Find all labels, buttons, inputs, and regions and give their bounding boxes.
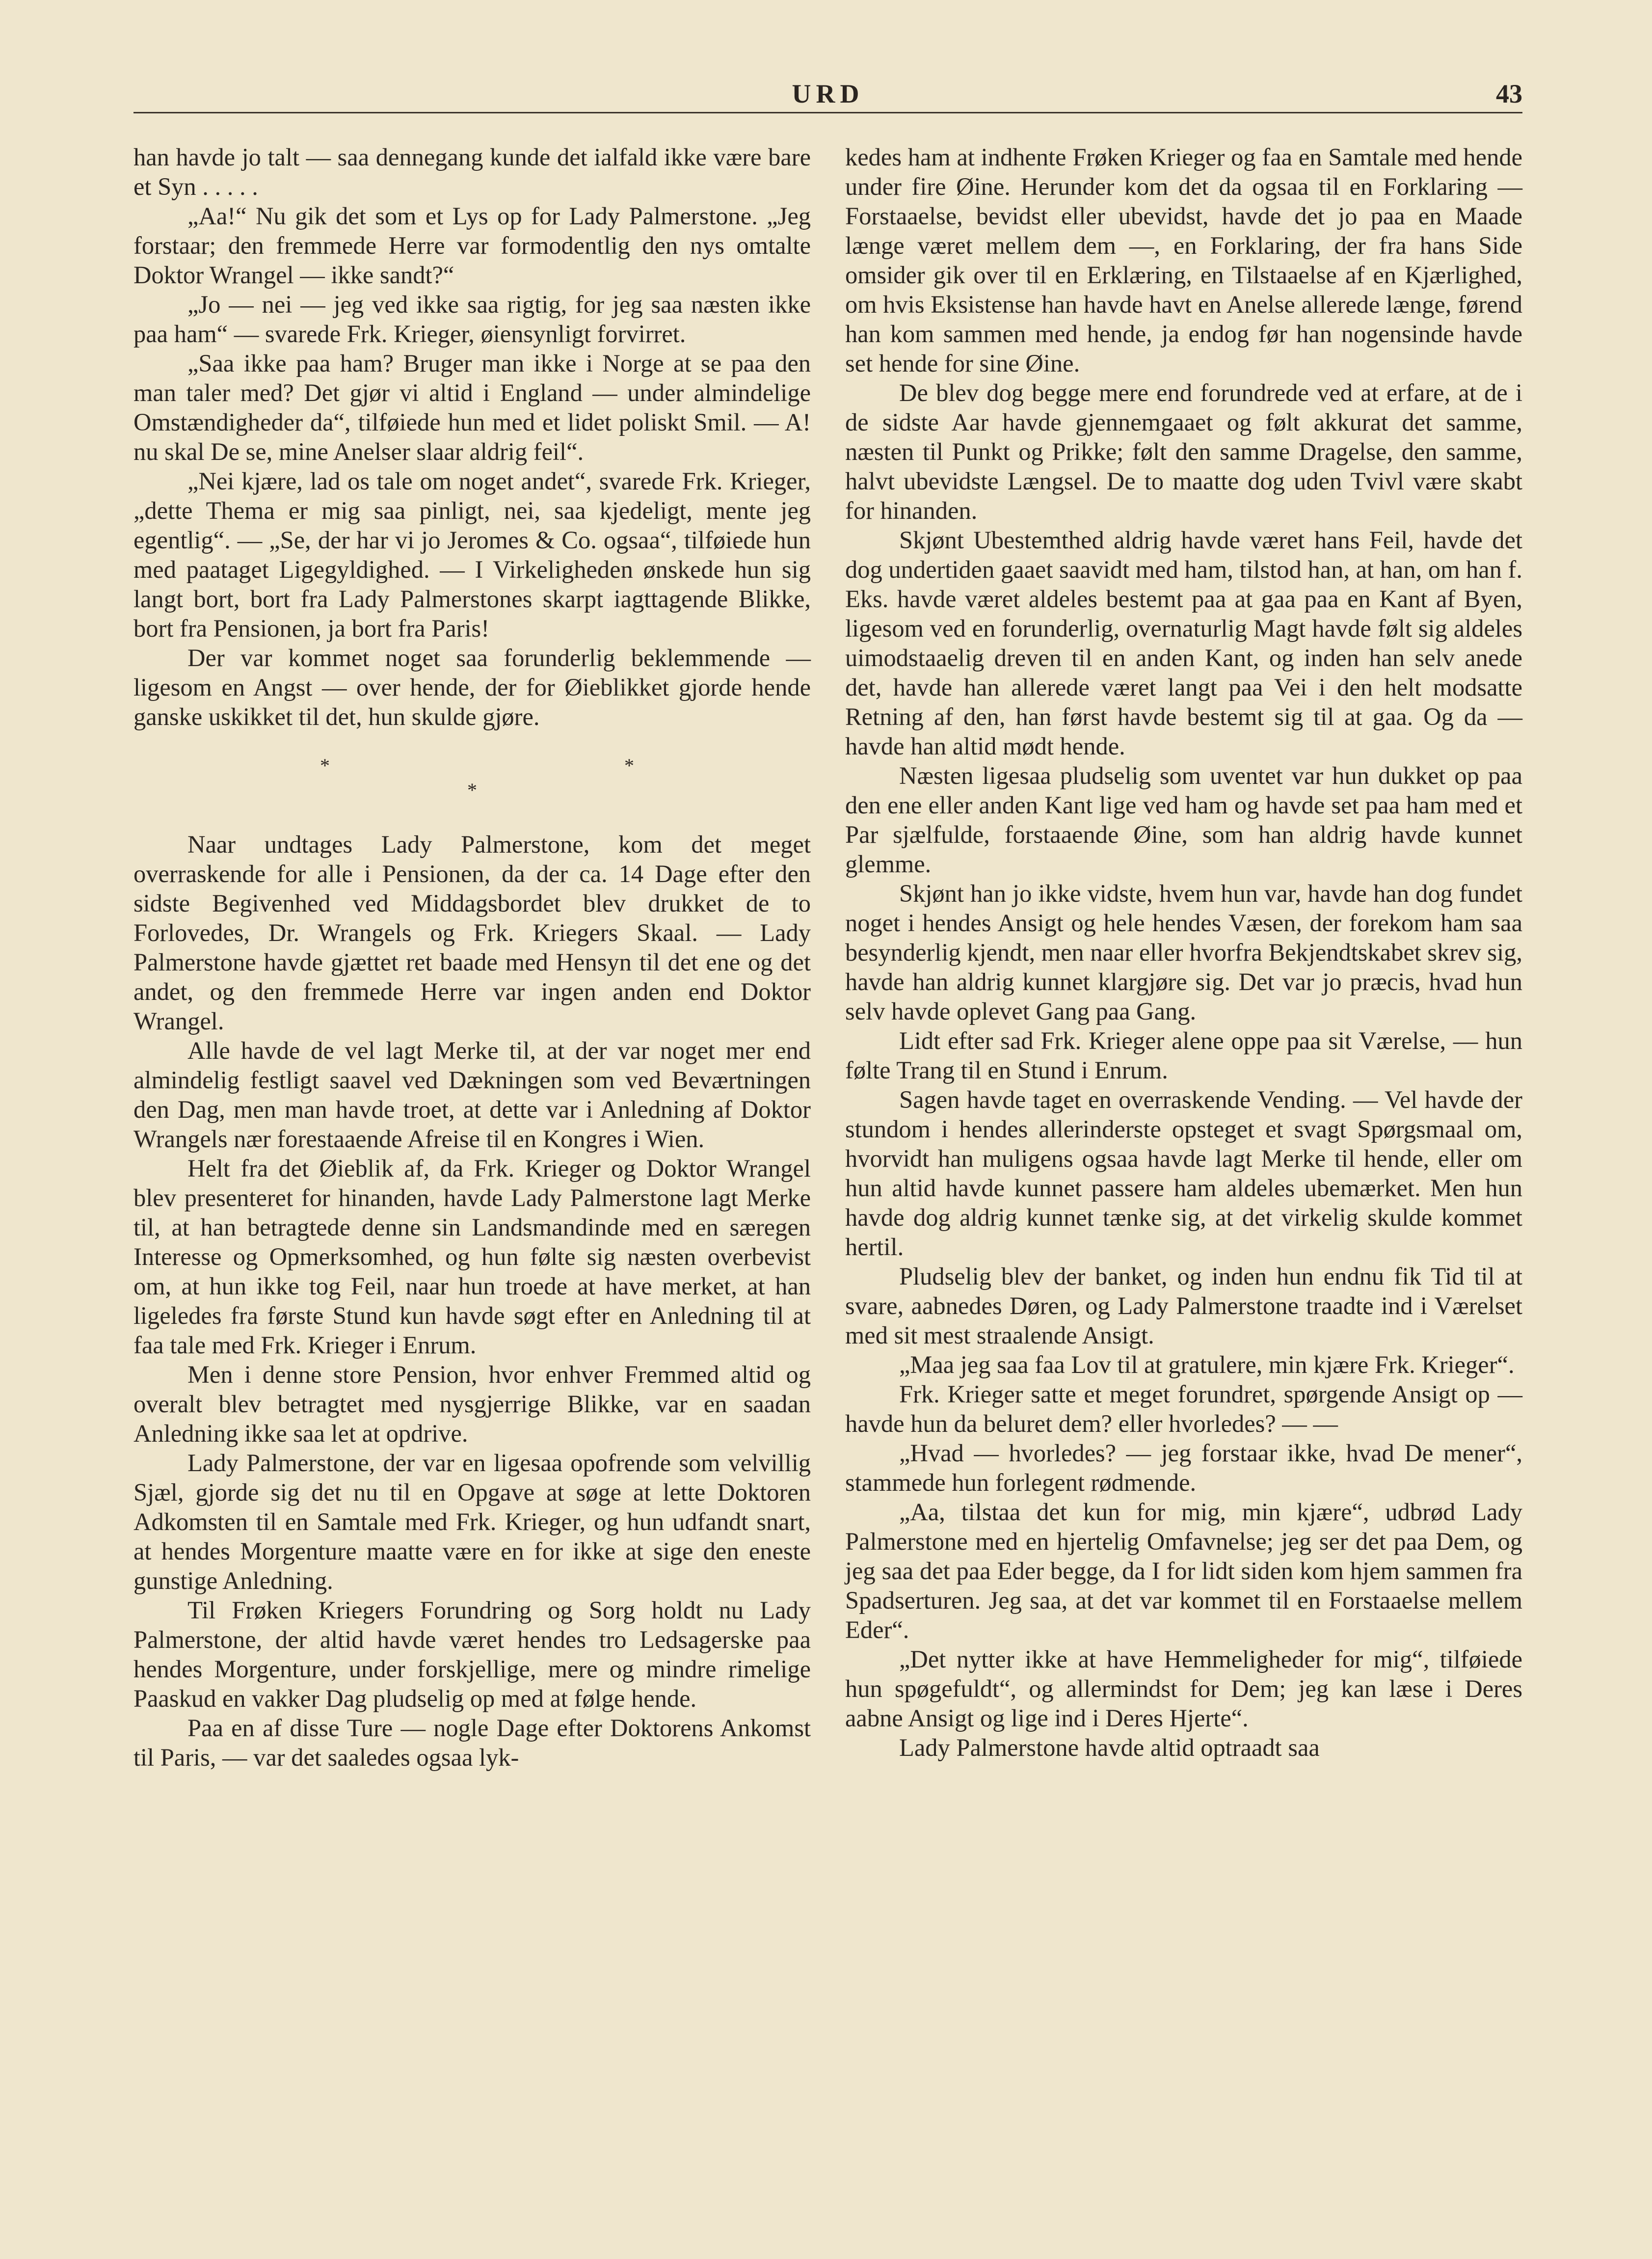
paragraph: „Saa ikke paa ham? Bruger man ikke i Norge at se paa den man taler med? Det gjør vi altid i England — under almindelige Omstændigheder da“, tilføiede hun med et lidet poliskt Smil. — A! nu skal De se, mine Anelser slaar aldrig feil“. [133, 350, 811, 465]
paragraph: Skjønt Ubestemthed aldrig havde været hans Feil, havde det dog undertiden gaaet saavidt med ham, tilstod han, at han, om han f. Eks. havde været aldeles bestemt paa at gaa paa en Kant af Byen, ligesom ved en forunderlig, overnaturlig Magt havde følt sig aldeles uimodstaaelig dreven til en anden Kant, og inden han selv anede det, havde han allerede været langt paa Vei i den helt modsatte Retning af den, han først havde bestemt sig til at gaa. Og da — havde han altid mødt hende. [845, 526, 1522, 760]
paragraph: Sagen havde taget en overraskende Vending. — Vel havde der stundom i hendes allerinderste opsteget et svagt Spørgsmaal om, hvorvidt han muligens ogsaa havde lagt Merke til hende, eller om hun altid havde kunnet passere ham aldeles ubemærket. Men hun havde dog aldrig kunnet tænke sig, at det virkelig skulde kommet hertil. [845, 1086, 1522, 1261]
journal-title: URD [792, 79, 864, 108]
paragraph: Der var kommet noget saa forunderlig beklemmende — ligesom en Angst — over hende, der for Øieblikket gjorde hende ganske uskikket til det, hun skulde gjøre. [133, 644, 811, 730]
paragraph: Frk. Krieger satte et meget forundret, spørgende Ansigt op — havde hun da beluret dem? eller hvorledes? — — [845, 1380, 1522, 1437]
paragraph: Til Frøken Kriegers Forundring og Sorg holdt nu Lady Palmerstone, der altid havde været hendes tro Ledsagerske paa hendes Morgenture, under forskjellige, mere og mindre rimelige Paaskud en vakker Dag pludselig op med at følge hende. [133, 1596, 811, 1712]
paragraph: Lidt efter sad Frk. Krieger alene oppe paa sit Værelse, — hun følte Trang til en Stund i Enrum. [845, 1027, 1522, 1084]
paragraph: han havde jo talt — saa dennegang kunde det ialfald ikke være bare et Syn . . . . . [133, 143, 811, 200]
left-column [133, 142, 811, 1772]
paragraph: Alle havde de vel lagt Merke til, at der var noget mer end almindelig festligt saavel ved Dækningen som ved Beværtningen den Dag, men man havde troet, at dette var i Anledning af Doktor Wrangels nær forestaaende Afreise til en Kongres i Wien. [133, 1037, 811, 1153]
separator-star: * [467, 779, 477, 801]
paragraph: „Det nytter ikke at have Hemmeligheder for mig“, tilføiede hun spøgefuldt“, og allermindst for Dem; jeg kan læse i Deres aabne Ansigt og lige ind i Deres Hjerte“. [845, 1645, 1522, 1732]
section-separator [133, 731, 811, 830]
paragraph: Lady Palmerstone havde altid optraadt saa [899, 1734, 1320, 1761]
paragraph: De blev dog begge mere end forundrede ved at erfare, at de i de sidste Aar havde gjennemgaaet og følt akkurat det samme, næsten til Punkt og Prikke; følt den samme Dragelse, den samme, halvt ubevidste Længsel. De to maatte dog uden Tvivl være skabt for hinanden. [845, 379, 1522, 524]
paragraph: Lady Palmerstone, der var en ligesaa opofrende som velvillig Sjæl, gjorde sig det nu til en Opgave at søge at lette Doktoren Adkomsten til en Samtale med Frk. Krieger, og hun udfandt snart, at hendes Morgenture maatte være en for ikke at sige den eneste gunstige Anledning. [133, 1449, 811, 1594]
paragraph: Naar undtages Lady Palmerstone, kom det meget overraskende for alle i Pensionen, da der ca. 14 Dage efter den sidste Begivenhed ved Middagsbordet blev drukket de to Forlovedes, Dr. Wrangels og Frk. Kriegers Skaal. — Lady Palmerstone havde gjættet ret baade med Hensyn til det ene og det andet, og den fremmede Herre var ingen anden end Doktor Wrangel. [133, 831, 811, 1035]
paragraph: „Maa jeg saa faa Lov til at gratulere, min kjære Frk. Krieger“. [899, 1351, 1515, 1378]
paragraph: Men i denne store Pension, hvor enhver Fremmed altid og overalt blev betragtet med nysgjerrige Blikke, var en saadan Anledning ikke saa let at opdrive. [133, 1361, 811, 1447]
page-number: 43 [1496, 79, 1522, 108]
right-column [845, 142, 1522, 1762]
paragraph: Helt fra det Øieblik af, da Frk. Krieger og Doktor Wrangel blev presenteret for hinanden, havde Lady Palmerstone lagt Merke til, at han betragtede denne sin Landsmandinde med en særegen Interesse og Opmerksomhed, og hun følte sig næsten overbevist om, at hun ikke tog Feil, naar hun troede at have merket, at han ligeledes fra første Stund kun havde søgt efter en Anledning til at faa tale med Frk. Krieger i Enrum. [133, 1155, 811, 1359]
paragraph: „Hvad — hvorledes? — jeg forstaar ikke, hvad De mener“, stammede hun forlegent rødmende. [845, 1439, 1522, 1496]
running-header [133, 79, 1522, 113]
paragraph: „Aa, tilstaa det kun for mig, min kjære“, udbrød Lady Palmerstone med en hjertelig Omfavnelse; jeg ser det paa Dem, og jeg saa det paa Eder begge, da I for lidt siden kom hjem sammen fra Spadserturen. Jeg saa, at det var kommet til en Forstaaelse mellem Eder“. [845, 1498, 1522, 1643]
paragraph: „Jo — nei — jeg ved ikke saa rigtig, for jeg saa næsten ikke paa ham“ — svarede Frk. Krieger, øiensynligt forvirret. [133, 291, 811, 348]
separator-star: * [320, 754, 330, 777]
paragraph: „Nei kjære, lad os tale om noget andet“, svarede Frk. Krieger, „dette Thema er mig saa pinligt, nei, saa kjedeligt, mente jeg egentlig“. — „Se, der har vi jo Jeromes & Co. ogsaa“, tilføiede hun med paataget Ligegyldighed. — I Virkeligheden ønskede hun sig langt bort, bort fra Lady Palmerstones skarpt iagttagende Blikke, bort fra Pensionen, ja bort fra Paris! [133, 467, 811, 642]
header-rule [133, 112, 1522, 113]
paragraph: Næsten ligesaa pludselig som uventet var hun dukket op paa den ene eller anden Kant lige ved ham og havde set paa ham med et Par sjælfulde, forstaaende Øine, som han aldrig havde kunnet glemme. [845, 762, 1522, 878]
paragraph: Skjønt han jo ikke vidste, hvem hun var, havde han dog fundet noget i hendes Ansigt og hele hendes Væsen, der forekom ham saa besynderlig kjendt, men naar eller hvorfra Bekjendtskabet skrev sig, havde han aldrig kunnet klargjøre sig. Det var jo præcis, hvad hun selv havde oplevet Gang paa Gang. [845, 880, 1522, 1025]
paragraph: Pludselig blev der banket, og inden hun endnu fik Tid til at svare, aabnedes Døren, og Lady Palmerstone traadte ind i Værelset med sit mest straalende Ansigt. [845, 1263, 1522, 1349]
paragraph: „Aa!“ Nu gik det som et Lys op for Lady Palmerstone. „Jeg forstaar; den fremmede Herre var formodentlig den nys omtalte Doktor Wrangel — ikke sandt?“ [133, 202, 811, 289]
paragraph: kedes ham at indhente Frøken Krieger og faa en Samtale med hende under fire Øine. Herunder kom det da ogsaa til en Forklaring — Forstaaelse, bevidst eller ubevidst, havde det jo paa en Maade længe været mellem dem —, en Forklaring, der fra hans Side omsider gik over til en Erklæring, en Tilstaaelse af en Kjærlighed, om hvis Eksistense han havde havt en Anelse allerede længe, førend han kom sammen med hende, ja endog før han nogensinde havde set hende for sine Øine. [845, 143, 1522, 377]
separator-star: * [624, 754, 634, 777]
paragraph: Paa en af disse Ture — nogle Dage efter Doktorens Ankomst til Paris, — var det saaledes ogsaa lyk- [133, 1714, 811, 1771]
